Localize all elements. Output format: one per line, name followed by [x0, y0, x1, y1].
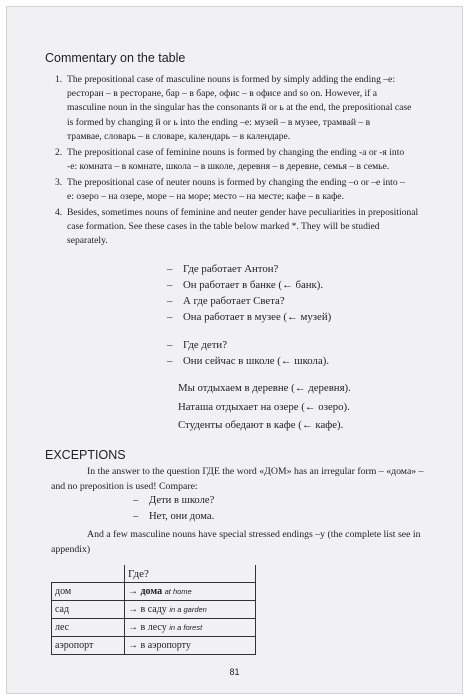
text-line: masculine noun in the singular has the consonants й or ь at the end, the prepositional case	[67, 102, 412, 114]
table-cell-form: → в лесу in a forest	[125, 619, 256, 637]
table-row	[52, 619, 256, 637]
text-line: And a few masculine nouns have special stressed endings –у (the complete list see in	[87, 529, 421, 540]
text-line: ресторан – в ресторане, бар – в баре, офис – в офисе and so on. However, if a	[67, 88, 378, 100]
text-line: case formation. See these cases in the table below marked *. They will be studied	[67, 221, 380, 233]
text-line: appendix)	[51, 543, 91, 555]
list-item-1	[55, 73, 447, 144]
table-header: Где?	[125, 565, 256, 583]
text-line: -е: комната – в комнате, школа – в школе, деревня – в деревне, семья – в семье.	[67, 161, 390, 173]
text-line: separately.	[67, 235, 108, 247]
table-cell-form: → в аэропорту	[125, 637, 256, 655]
text-line: е: озеро – на озере, море – на море; место – на месте; кафе – в кафе.	[67, 191, 344, 203]
gloss: in a garden	[169, 605, 207, 614]
table-cell-form: → дома at home	[125, 583, 256, 601]
example-sentences	[178, 379, 351, 435]
dialog-line: – Нет, они дома.	[133, 510, 215, 522]
list-number: 4.	[55, 207, 63, 218]
table-cell-noun: дом	[52, 583, 125, 601]
dialog-line: – Где дети?	[167, 339, 227, 351]
section-heading: Commentary on the table	[45, 51, 186, 65]
list-item-2	[55, 146, 447, 174]
dialog-line: – Где работает Антон?	[167, 263, 279, 275]
dialog-line: – А где работает Света?	[167, 295, 285, 307]
table-cell-form: → в саду in a garden	[125, 601, 256, 619]
example-sentence: Мы отдыхаем в деревне (← деревня).	[178, 382, 351, 394]
example-sentence: Наташа отдыхает на озере (← озеро).	[178, 400, 350, 413]
text-line: is formed by changing й or ь into the ending –е: музей – в музее, трамвай – в	[67, 116, 371, 128]
list-number: 3.	[55, 177, 63, 188]
dialog-example-1	[167, 261, 331, 325]
table-row	[52, 601, 256, 619]
dialog-line: – Дети в школе?	[133, 495, 215, 506]
example-sentence: Студенты обедают в кафе (← кафе).	[178, 419, 344, 431]
dialog-line: – Они сейчас в школе (← школа).	[167, 355, 330, 367]
text-line: Besides, sometimes nouns of feminine and neuter gender have peculiarities in prepositional	[67, 207, 419, 218]
text-line: The prepositional case of neuter nouns is formed by changing the ending –о or –е into –	[67, 177, 405, 188]
table-row	[52, 637, 256, 655]
gloss: in a forest	[169, 623, 203, 632]
table-header-row	[52, 565, 256, 583]
list-item-3	[55, 176, 447, 204]
book-page	[6, 6, 463, 694]
stressed-endings-table	[51, 565, 256, 655]
page-number: 81	[229, 667, 240, 677]
table-cell-noun: сад	[52, 601, 125, 619]
text-line: The prepositional case of masculine nouns is formed by simply adding the ending –е:	[67, 74, 395, 85]
gloss: at home	[164, 587, 192, 596]
dialog-example-2	[167, 337, 329, 369]
list-number: 2.	[55, 147, 63, 158]
exceptions-paragraph-1	[51, 465, 446, 494]
dialog-line: – Она работает в музее (← музей)	[167, 311, 332, 323]
table-row	[52, 583, 256, 601]
table-cell-noun: лес	[52, 619, 125, 637]
exceptions-heading: EXCEPTIONS	[45, 448, 126, 462]
table-cell-noun: аэропорт	[52, 637, 125, 655]
dialog-line: – Он работает в банке (← банк).	[167, 279, 324, 291]
list-number: 1.	[55, 74, 63, 85]
text-line: In the answer to the question ГДЕ the word «ДОМ» has an irregular form – «дома» –	[87, 466, 424, 477]
text-line: and no preposition is used! Compare:	[51, 480, 198, 492]
exceptions-paragraph-2	[51, 528, 446, 557]
list-item-4	[55, 206, 447, 249]
text-line: трамвае, словарь – в словаре, календарь – в календаре.	[67, 130, 291, 142]
text-line: The prepositional case of feminine nouns is formed by changing the ending -а or -я into	[67, 147, 405, 158]
exceptions-dialog	[133, 493, 214, 524]
